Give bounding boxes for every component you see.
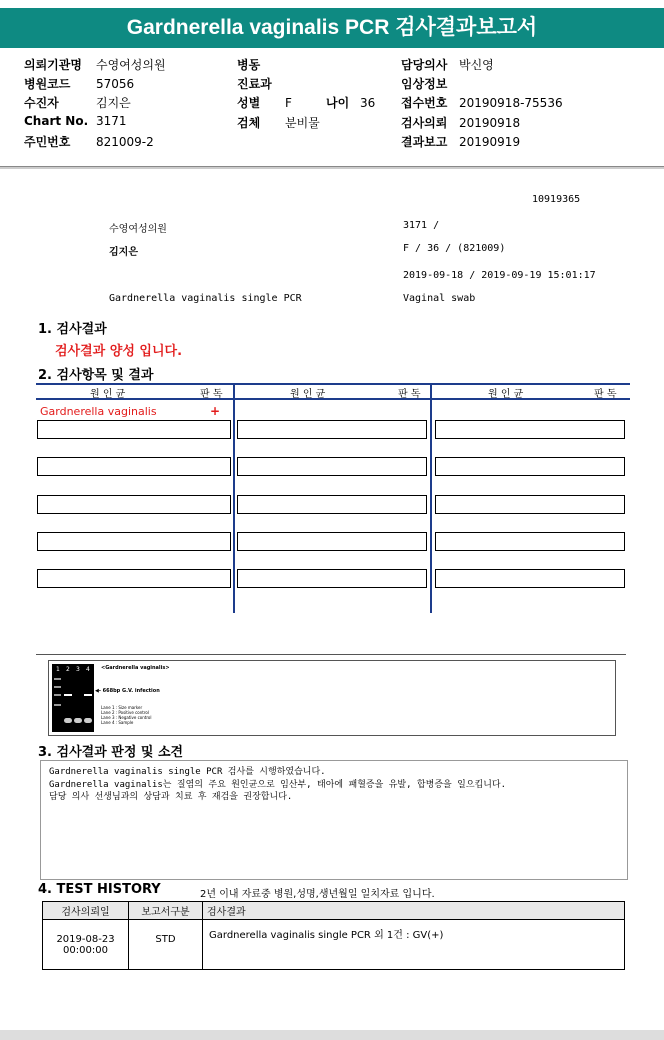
info-label: 진료과 [237,77,272,91]
comment-line: 담당 의사 선생님과의 상담과 치료 후 재검을 권장합니다. [49,792,293,802]
printout-dates: 2019-09-18 / 2019-09-19 15:01:17 [403,270,596,281]
info-clinic-name [24,56,166,73]
column-divider [233,383,235,613]
result-cell [37,420,231,439]
result-cell [237,495,427,514]
info-label: 검사의뢰 [401,116,448,130]
info-label: 검체 [237,116,261,130]
info-value: 20190919 [459,135,521,149]
info-label: 성별 [237,96,261,110]
info-doctor [401,56,494,73]
history-date: 2019-08-23 [56,934,115,945]
result-cell [237,569,427,588]
gel-band [54,678,61,680]
result-cell [37,495,231,514]
bottom-bar [0,1030,664,1040]
info-hospital-code [24,75,134,92]
history-table [42,901,625,970]
info-label: 접수번호 [401,96,448,110]
comment-box [40,760,628,880]
result-cell [435,495,625,514]
comment-line: Gardnerella vaginalis는 질염의 주요 원인균으로 임산부, 태아에 패혈증을 유발, 합병증을 일으킵니다. [49,779,507,790]
gel-legend: Lane 1 : Size marker Lane 2 : Positive control Lane 3 : Negative control Lane 4 : Sample [101,705,152,725]
history-col-result: 검사결과 [203,902,625,920]
info-value: 3171 [96,114,127,128]
info-value: 20190918 [459,116,521,130]
info-age [326,94,375,111]
col-head-judge-3: 판 독 [594,389,617,400]
info-department [237,75,285,92]
divider-line [36,654,626,655]
table-row [43,920,625,970]
info-specimen [237,114,320,131]
result-cell [237,532,427,551]
info-label: 주민번호 [24,135,71,149]
info-patient-name [24,94,131,111]
gel-band [54,686,61,688]
history-result: Gardnerella vaginalis single PCR 외 1건 : GV(+) [203,920,625,970]
comment-line: Gardnerella vaginalis single PCR 검사를 시행하였습니다. [49,767,326,777]
gel-band [64,694,72,696]
printout-clinic: 수영여성의원 [109,224,167,235]
info-value: 수영여성의원 [96,58,166,72]
info-value: 36 [360,96,376,110]
section2-title: 2. 검사항목 및 결과 [38,368,154,383]
history-time: 00:00:00 [63,945,108,956]
gel-band [64,718,72,723]
info-resident-no [24,133,154,150]
col-head-judge-1: 판 독 [200,389,223,400]
info-label: 결과보고 [401,135,448,149]
gel-title: <Gardnerella vaginalis> [101,665,170,671]
result-cell [37,569,231,588]
info-value: F [285,96,292,110]
table-header-row [43,902,625,920]
column-divider [430,383,432,613]
history-col-date: 검사의뢰일 [43,902,129,920]
gel-lane-number: 3 [76,666,80,673]
history-col-type: 보고서구분 [129,902,203,920]
history-note: 2년 이내 자료중 병원,성명,생년월일 일치자료 입니다. [200,889,435,900]
gel-lane-number: 2 [66,666,70,673]
section4-title: 4. TEST HISTORY [38,882,161,897]
gel-band [54,704,61,706]
result-cell [435,457,625,476]
gel-electrophoresis-figure [48,660,616,736]
gel-band [54,694,61,696]
col-head-organism-3: 원 인 균 [488,389,524,400]
info-value: 김지은 [96,96,131,110]
history-type: STD [129,920,203,970]
info-label: 병동 [237,58,261,72]
organism-name: Gardnerella vaginalis [40,405,157,418]
result-cell [237,457,427,476]
printout-sex-age: F / 36 / (821009) [403,243,506,254]
printout-patient: 김지은 [109,247,138,258]
gel-arrow-label: ◀- 668bp G.V. infection [95,688,160,694]
info-label: 의뢰기관명 [24,58,82,72]
gel-lane-number: 4 [86,666,90,673]
section3-title: 3. 검사결과 판정 및 소견 [38,745,184,760]
gel-lane-number: 1 [56,666,60,673]
info-label: 담당의사 [401,58,448,72]
col-head-judge-2: 판 독 [398,389,421,400]
separator [0,167,664,169]
result-cell [435,420,625,439]
organism-judgment: + [210,404,221,418]
info-label: 수진자 [24,96,59,110]
info-sex [237,94,292,111]
info-report-date [401,133,520,150]
info-value: 분비물 [285,116,320,130]
gel-band [74,718,82,723]
info-label: 임상정보 [401,77,448,91]
result-cell [37,532,231,551]
gel-band [84,718,92,723]
result-cell [435,532,625,551]
section1-title: 1. 검사결과 [38,322,107,337]
printout-chart: 3171 / [403,220,440,231]
info-request-date [401,114,520,131]
gel-image [52,664,94,732]
info-value: 박신영 [459,58,494,72]
col-head-organism-1: 원 인 균 [90,389,126,400]
info-value: 57056 [96,77,135,91]
printout-code: 10919365 [532,194,581,205]
history-date-cell [43,920,129,970]
patient-info-block [0,50,664,167]
info-label: 병원코드 [24,77,71,91]
info-label: Chart No. [24,114,89,128]
info-label: 나이 [326,96,350,110]
info-value: 821009-2 [96,135,154,149]
result-cell [435,569,625,588]
info-ward [237,56,285,73]
info-chart-no [24,114,127,128]
report-title: Gardnerella vaginalis PCR 검사결과보고서 [0,8,664,48]
result-positive-text: 검사결과 양성 입니다. [55,344,183,359]
printout-specimen: Vaginal swab [403,293,476,304]
result-cell [237,420,427,439]
col-head-organism-2: 원 인 균 [290,389,326,400]
info-clinical-info [401,75,459,92]
info-receipt-no [401,94,563,111]
printout-test-name: Gardnerella vaginalis single PCR [109,293,302,304]
info-value: 20190918-75536 [459,96,563,110]
gel-band [84,694,92,696]
result-cell [37,457,231,476]
